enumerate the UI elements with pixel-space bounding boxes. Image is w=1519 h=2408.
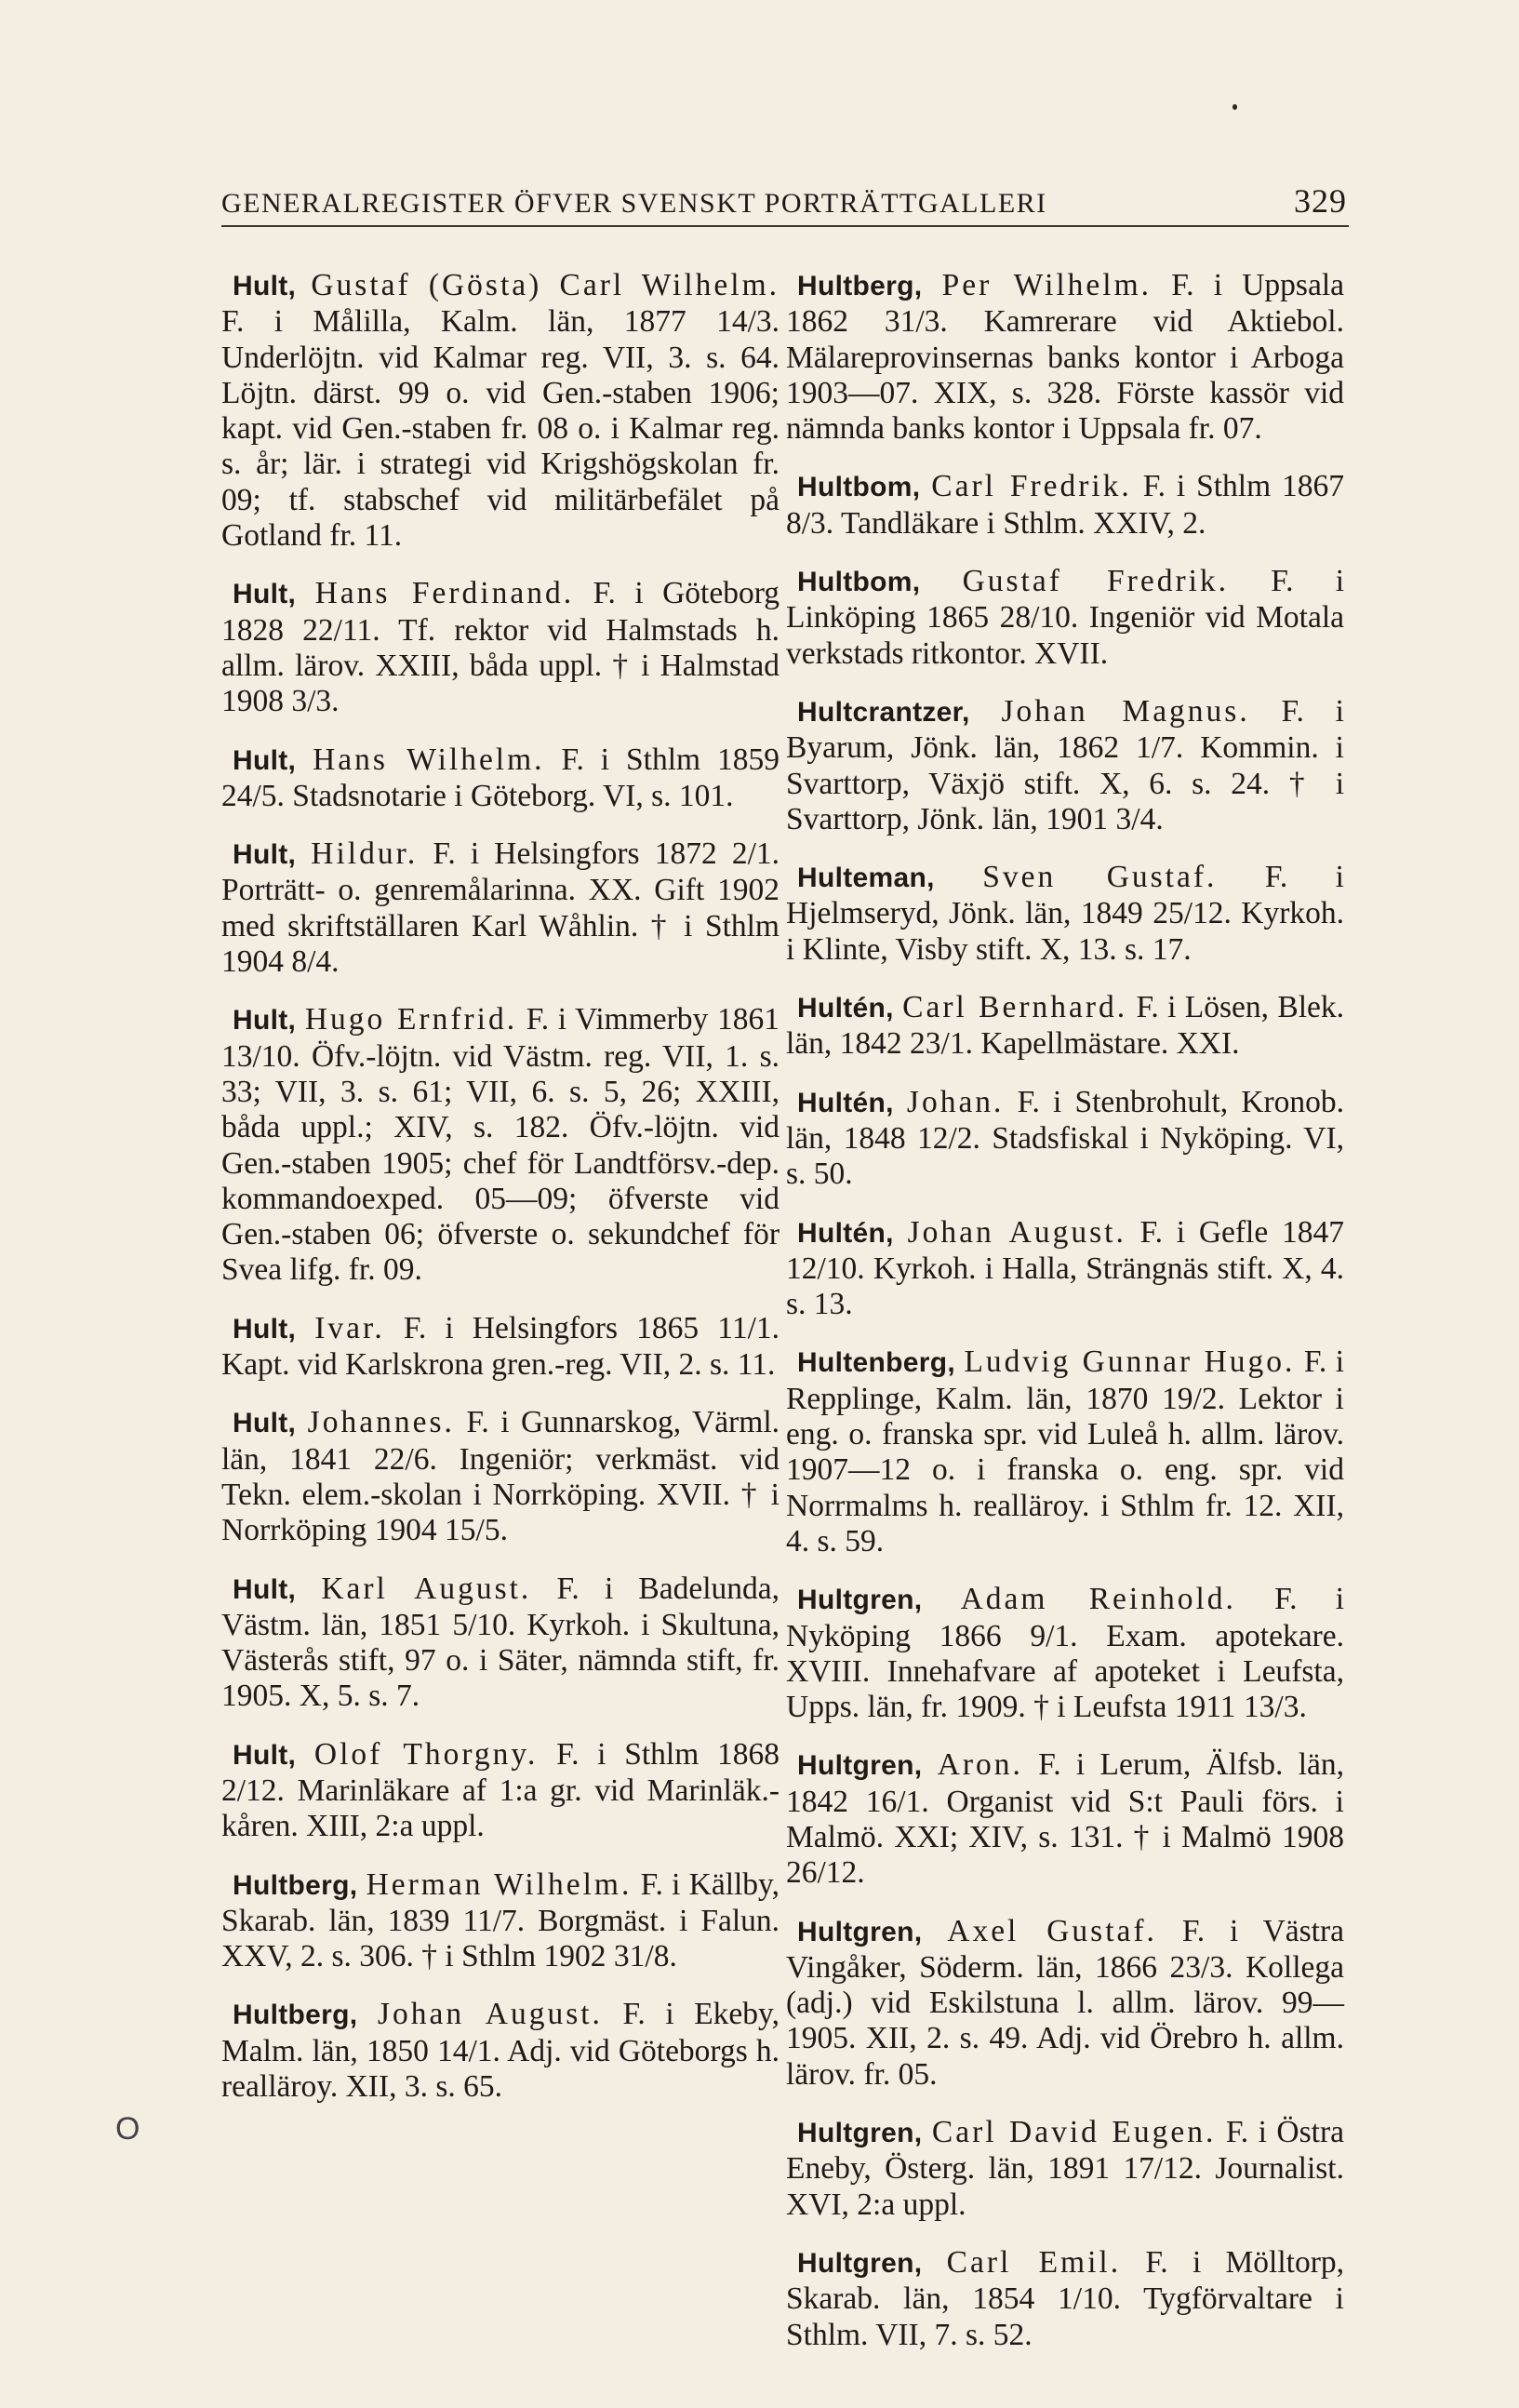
entry-details: F. i Badelunda, Västm. län, 1851 5/10. Kyrkoh. i Skultuna, Västerås stift, 97 o. i Säter, nämnda stift, fr. 1905. X, 5. s. 7. <box>221 1571 780 1714</box>
entry-details: F. i Källby, Skarab. län, 1839 11/7. Borgmäst. i Falun. XXV, 2. s. 306. † i Sthlm 1902 31/8. <box>221 1866 780 1974</box>
entry-details: F. i Repplinge, Kalm. län, 1870 19/2. Lektor i eng. o. franska spr. vid Luleå h. allm. lärov. 1907—12 o. i franska o. eng. spr. vid Norrmalms h. realläroy. i Sthlm fr. 12. XII, 4. s. 59. <box>786 1344 1344 1559</box>
entry-given-names: Johan August. <box>907 1214 1126 1250</box>
entry-surname: Hult, <box>233 1573 297 1605</box>
entry-surname: Hult, <box>233 579 297 610</box>
entry-details: F. i Helsingfors 1872 2/1. Porträtt- o. genremålarinna. XX. Gift 1902 med skriftställaren Karl Wåhlin. † i Sthlm 1904 8/4. <box>221 836 780 980</box>
entry-details: F. i Uppsala 1862 31/3. Kamrerare vid Aktiebol. Mälareprovinsernas banks kontor i Arboga 1903—07. XIX, s. 328. Förste kassör vid nämnda banks kontor i Uppsala fr. 07. <box>786 268 1345 447</box>
register-entry <box>786 2115 1344 2223</box>
entry-surname: Hulteman, <box>797 863 935 894</box>
entry-details: F. i Östra Eneby, Österg. län, 1891 17/12. Journalist. XVI, 2:a uppl. <box>786 2115 1344 2222</box>
entry-details: F. i Nyköping 1866 9/1. Exam. apotekare. XVIII. Innehafvare af apoteket i Leufsta, Upps. län, fr. 1909. † i Leufsta 1911 13/3. <box>786 1582 1345 1725</box>
entry-given-names: Johan Magnus. <box>1001 693 1250 729</box>
entry-details: F. i Byarum, Jönk. län, 1862 1/7. Kommin. i Svarttorp, Växjö stift. X, 6. s. 24. † i Svarttorp, Jönk. län, 1901 3/4. <box>786 693 1344 836</box>
register-entry <box>786 469 1344 542</box>
page-number: 329 <box>1294 182 1347 220</box>
entry-surname: Hultberg, <box>233 2000 358 2031</box>
entry-given-names: Carl Emil. <box>946 2244 1122 2280</box>
entry-surname: Hultén, <box>797 1087 894 1118</box>
entry-given-names: Ludvig Gunnar Hugo. <box>964 1344 1296 1380</box>
entry-details: F. i Lösen, Blek. län, 1842 23/1. Kapellmästare. XXI. <box>786 990 1345 1062</box>
entry-surname: Hultbom, <box>797 472 921 503</box>
entry-details: F. i Gunnarskog, Värml. län, 1841 22/6. Ingeniör; verkmäst. vid Tekn. elem.-skolan i Norrköping. XVII. † i Norrköping 1904 15/5. <box>221 1405 780 1548</box>
header-rule <box>221 225 1349 227</box>
entry-surname: Hultgren, <box>797 1750 923 1782</box>
entry-given-names: Hans Wilhelm. <box>313 742 545 777</box>
running-title: GENERALREGISTER ÖFVER SVENSKT PORTRÄTTGALLERI <box>221 188 1047 219</box>
register-entry <box>786 694 1344 837</box>
entry-given-names: Gustaf (Gösta) Carl Wilhelm. <box>311 268 779 302</box>
entry-given-names: Axel Gustaf. <box>947 1913 1157 1948</box>
register-entry <box>786 1344 1344 1559</box>
register-entry <box>786 1085 1344 1193</box>
entry-surname: Hultberg, <box>233 1869 358 1901</box>
entry-surname: Hultén, <box>797 993 894 1024</box>
entry-given-names: Hugo Ernfrid. <box>304 1002 518 1037</box>
entry-given-names: Adam Reinhold. <box>960 1582 1236 1617</box>
entry-surname: Hult, <box>233 1408 297 1439</box>
margin-note: O <box>115 2111 140 2147</box>
entry-given-names: Carl David Eugen. <box>931 2115 1217 2150</box>
entry-given-names: Karl August. <box>321 1571 532 1606</box>
register-entry <box>221 268 779 554</box>
entry-surname: Hult, <box>233 1313 297 1344</box>
register-entry <box>786 2245 1344 2353</box>
register-entry <box>786 1914 1344 2093</box>
entry-details: F. i Stenbrohult, Kronob. län, 1848 12/2. Stadsfiskal i Nyköping. VI, s. 50. <box>786 1084 1345 1192</box>
register-entry <box>786 1582 1344 1725</box>
entry-surname: Hultén, <box>797 1217 894 1249</box>
entry-given-names: Aron. <box>937 1747 1023 1783</box>
entry-details: F. i Helsingfors 1865 11/1. Kapt. vid Karlskrona gren.-reg. VII, 2. s. 11. <box>221 1310 779 1383</box>
entry-given-names: Johan August. <box>377 1997 603 2032</box>
entry-given-names: Johan. <box>906 1084 1005 1119</box>
entry-details: F. i Linköping 1865 28/10. Ingeniör vid Motala verkstads ritkontor. XVII. <box>786 564 1345 671</box>
register-entry <box>786 1215 1344 1323</box>
entry-given-names: Carl Bernhard. <box>902 990 1128 1025</box>
entry-details: F. i Göteborg 1828 22/11. Tf. rektor vid Halmstads h. allm. lärov. XXIII, båda uppl. † i Halmstad 1908 3/3. <box>221 576 780 719</box>
register-entry <box>221 1737 779 1845</box>
page-header <box>221 181 1347 221</box>
register-entry <box>786 1747 1344 1891</box>
entry-surname: Hult, <box>233 1005 297 1037</box>
ink-speck <box>1233 104 1237 110</box>
entry-given-names: Per Wilhelm. <box>941 268 1153 302</box>
entry-surname: Hultenberg, <box>797 1347 955 1379</box>
entry-surname: Hultgren, <box>797 1585 923 1616</box>
right-column <box>786 268 1344 2375</box>
register-entry <box>221 1002 779 1288</box>
register-entry <box>786 268 1344 447</box>
entry-surname: Hult, <box>233 839 297 871</box>
register-entry <box>786 564 1344 672</box>
entry-given-names: Hans Ferdinand. <box>314 576 575 611</box>
entry-details: F. i Västra Vingåker, Söderm. län, 1866 23/3. Kollega (adj.) vid Eskilstuna l. allm. lärov. 99—1905. XII, 2. s. 49. Adj. vid Örebro h. allm. lärov. fr. 05. <box>786 1913 1345 2092</box>
entry-details: F. i Gefle 1847 12/10. Kyrkoh. i Halla, Strängnäs stift. X, 4. s. 13. <box>786 1214 1345 1322</box>
left-column <box>221 268 779 2127</box>
entry-details: F. i Sthlm 1867 8/3. Tandläkare i Sthlm. XXIV, 2. <box>786 469 1344 541</box>
register-entry <box>221 1997 779 2105</box>
entry-details: F. i Mölltorp, Skarab. län, 1854 1/10. Tygförvaltare i Sthlm. VII, 7. s. 52. <box>786 2244 1345 2352</box>
entry-surname: Hultgren, <box>797 2247 923 2279</box>
entry-given-names: Ivar. <box>314 1310 385 1345</box>
entry-given-names: Hildur. <box>311 836 419 872</box>
entry-surname: Hultcrantzer, <box>797 696 970 728</box>
entry-surname: Hult, <box>233 271 297 301</box>
entry-surname: Hult, <box>233 1739 297 1771</box>
entry-surname: Hultberg, <box>797 271 923 301</box>
entry-given-names: Sven Gustaf. <box>982 860 1218 895</box>
register-entry <box>221 1311 779 1384</box>
entry-details: F. i Vimmerby 1861 13/10. Öfv.-löjtn. vid Västm. reg. VII, 1. s. 33; VII, 3. s. 61; VII, 6. s. 5, 26; XXIII, båda uppl.; XIV, s. 182. Öfv.-löjtn. vid Gen.-staben 1905; chef för Landtförsv.-dep. kommandoexped. 05—09; öfverste vid Gen.-staben 06; öfverste o. sekundchef för Svea lifg. fr. 09. <box>221 1002 779 1288</box>
register-entry <box>221 836 779 980</box>
entry-details: F. i Hjelmseryd, Jönk. län, 1849 25/12. Kyrkoh. i Klinte, Visby stift. X, 13. s. 17. <box>786 860 1344 967</box>
entry-surname: Hult, <box>233 744 297 776</box>
register-entry <box>221 1867 779 1975</box>
entry-details: F. i Ekeby, Malm. län, 1850 14/1. Adj. vid Göteborgs h. realläroy. XII, 3. s. 65. <box>221 1997 779 2105</box>
entry-details: F. i Lerum, Älfsb. län, 1842 16/1. Organist vid S:t Pauli förs. i Malmö. XXI; XIV, s. 131. † i Malmö 1908 26/12. <box>786 1747 1344 1891</box>
entry-details: F. i Målilla, Kalm. län, 1877 14/3. Underlöjtn. vid Kalmar reg. VII, 3. s. 64. Löjtn. därst. 99 o. vid Gen.-staben 1906; kapt. vid Gen.-staben fr. 08 o. i Kalmar reg. s. år; lär. i strategi vid Krigshögskolan fr. 09; tf. stabschef vid militärbefälet på Gotland fr. 11. <box>221 304 779 554</box>
entry-details: F. i Sthlm 1859 24/5. Stadsnotarie i Göteborg. VI, s. 101. <box>221 742 780 813</box>
register-entry <box>786 860 1344 968</box>
entry-given-names: Olof Thorgny. <box>313 1736 539 1772</box>
register-entry <box>786 990 1344 1063</box>
register-entry <box>221 1405 779 1548</box>
register-entry <box>221 742 779 815</box>
register-entry <box>221 576 779 719</box>
entry-surname: Hultgren, <box>797 1916 923 1947</box>
entry-given-names: Johannes. <box>307 1405 455 1440</box>
register-entry <box>221 1572 779 1715</box>
entry-given-names: Carl Fredrik. <box>931 469 1132 504</box>
entry-given-names: Gustaf Fredrik. <box>962 564 1230 599</box>
entry-surname: Hultbom, <box>797 567 921 598</box>
entry-surname: Hultgren, <box>797 2118 923 2149</box>
entry-given-names: Herman Wilhelm. <box>366 1866 633 1902</box>
entry-details: F. i Sthlm 1868 2/12. Marinläkare af 1:a gr. vid Marinläk.-kåren. XIII, 2:a uppl. <box>221 1736 780 1844</box>
